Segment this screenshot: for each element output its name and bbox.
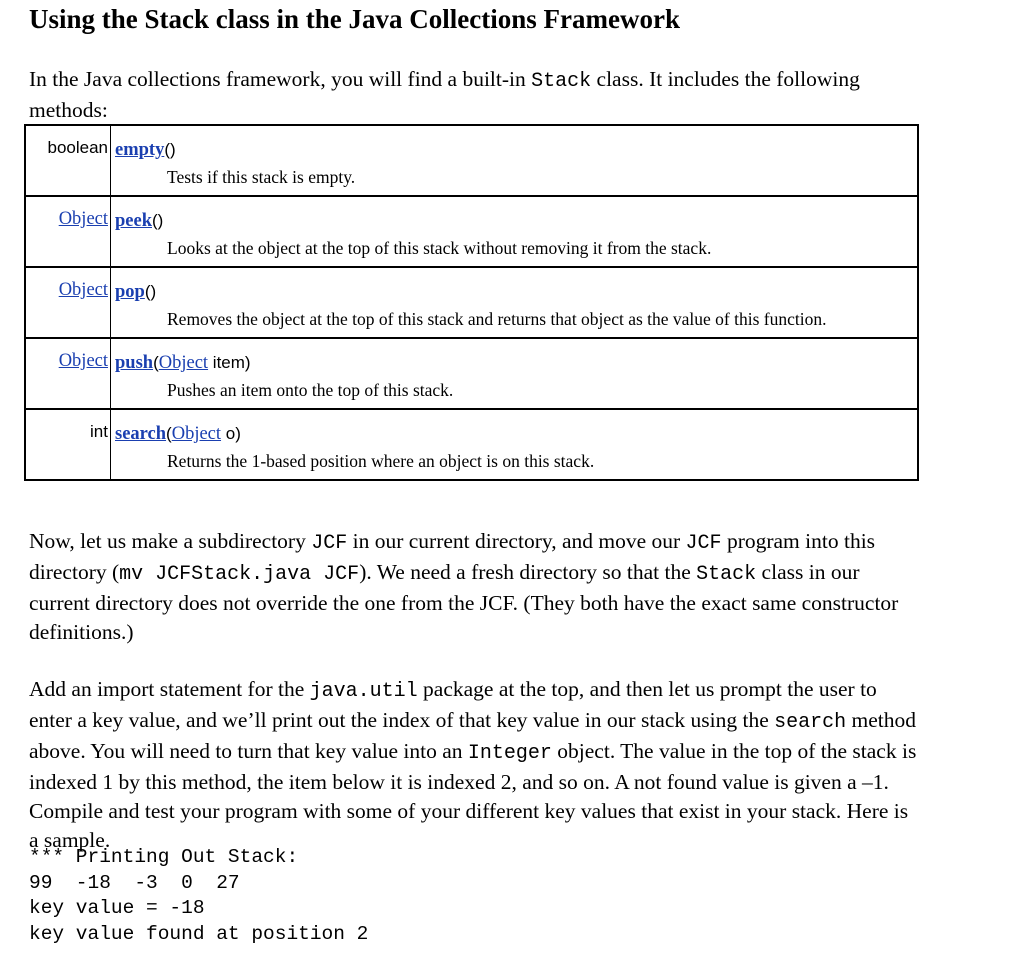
method-detail xyxy=(111,338,919,409)
method-signature xyxy=(115,351,913,375)
method-detail xyxy=(111,409,919,480)
method-name-link[interactable]: empty xyxy=(115,140,165,160)
method-name-link[interactable]: push xyxy=(115,353,154,373)
p2-text-1: Now, let us make a subdirectory xyxy=(29,529,312,553)
method-row-empty xyxy=(25,125,918,196)
p3-code-java-util: java.util xyxy=(309,680,418,703)
method-signature xyxy=(115,422,913,446)
return-type[interactable]: Object xyxy=(25,338,111,409)
p3-code-integer: Integer xyxy=(467,742,552,765)
method-row-search xyxy=(25,409,918,480)
param-name: o) xyxy=(221,424,241,443)
p3-text-1: Add an import statement for the xyxy=(29,677,310,701)
method-row-push xyxy=(25,338,918,409)
method-description: Looks at the object at the top of this stack without removing it from the stack. xyxy=(167,238,712,258)
method-signature xyxy=(115,138,913,162)
params-open: ( xyxy=(153,353,159,372)
method-row-peek xyxy=(25,196,918,267)
return-type: int xyxy=(25,409,111,480)
return-type[interactable]: Object xyxy=(25,267,111,338)
subdirectory-paragraph xyxy=(29,527,919,647)
p3-code-search: search xyxy=(774,711,847,734)
p2-code-stack: Stack xyxy=(696,563,757,586)
sample-output xyxy=(29,845,368,947)
param-name: ) xyxy=(150,282,157,301)
p2-text-5: class in our current directory does not override the one from the JCF. (They both have the exact same constructor definitions.) xyxy=(29,560,899,644)
intro-paragraph xyxy=(29,65,909,125)
intro-text-1: In the Java collections framework, you will find a built-in xyxy=(29,67,532,91)
method-detail xyxy=(111,196,919,267)
method-name-link[interactable]: pop xyxy=(115,282,145,302)
method-detail xyxy=(111,125,919,196)
params-open: ( xyxy=(164,140,170,159)
p2-text-2: in our current directory, and move our xyxy=(347,529,686,553)
param-type-link[interactable]: Object xyxy=(158,353,209,373)
method-name-link[interactable]: peek xyxy=(115,211,152,231)
params-open: ( xyxy=(166,424,172,443)
sample-line: *** Printing Out Stack: xyxy=(29,846,299,868)
method-name-link[interactable]: search xyxy=(115,424,167,444)
method-summary-table xyxy=(24,124,919,481)
p2-code-jcf-2: JCF xyxy=(685,532,722,555)
p2-code-jcf: JCF xyxy=(311,532,348,555)
params-open: ( xyxy=(152,211,158,230)
p2-code-mv-command: mv JCFStack.java JCF xyxy=(119,563,360,586)
method-description: Pushes an item onto the top of this stack. xyxy=(167,380,454,400)
intro-code-stack: Stack xyxy=(531,70,592,93)
sample-line: 99 -18 -3 0 27 xyxy=(29,871,240,894)
param-name: ) xyxy=(157,211,164,230)
method-row-pop xyxy=(25,267,918,338)
sample-line: key value found at position 2 xyxy=(29,922,369,945)
param-name: item) xyxy=(208,353,251,372)
params-open: ( xyxy=(144,282,151,301)
page-title: Using the Stack class in the Java Collections Framework xyxy=(29,4,680,34)
param-name: ) xyxy=(170,140,176,159)
p3-text-2: package at the top, and then let us prompt the user to enter a key value, and we’ll print out the index of that key value in our stack using the xyxy=(29,677,877,732)
sample-line: key value = -18 xyxy=(29,897,205,919)
p2-text-3: program into this directory ( xyxy=(29,529,876,584)
p3-text-3: method above. You will need to turn that key value into an xyxy=(29,708,916,763)
intro-text-2: class. It includes the following methods: xyxy=(29,67,860,122)
method-description: Tests if this stack is empty. xyxy=(167,167,356,187)
return-type: boolean xyxy=(25,125,111,196)
import-paragraph xyxy=(29,675,919,855)
method-signature xyxy=(115,280,913,304)
return-type[interactable]: Object xyxy=(25,196,111,267)
method-description: Removes the object at the top of this stack and returns that object as the value of this function. xyxy=(167,309,827,329)
method-detail xyxy=(111,267,919,338)
method-signature xyxy=(115,209,913,233)
p3-text-4: object. The value in the top of the stack is indexed 1 by this method, the item below it is indexed 2, and so on. A not found value is given a –1. Compile and test your program with some of your different key values that exist in your stack. Here is a sample. xyxy=(29,739,917,852)
p2-text-4: ). We need a fresh directory so that the xyxy=(359,560,697,584)
param-type-link[interactable]: Object xyxy=(171,424,222,444)
method-description: Returns the 1-based position where an object is on this stack. xyxy=(167,451,595,471)
